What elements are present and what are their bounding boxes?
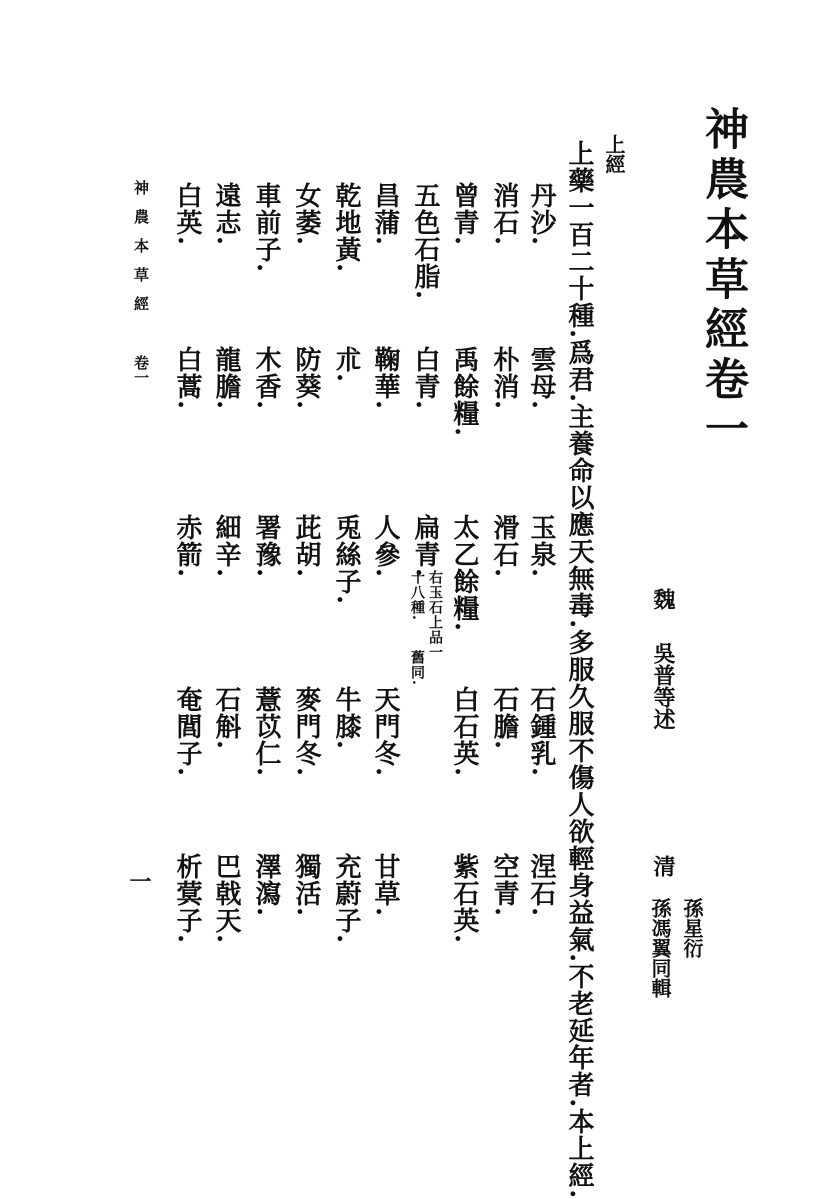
section-heading: 上經 (602, 134, 626, 174)
herb-entry: 紫石英. (449, 853, 479, 945)
herb-entry: 太乙餘糧. (449, 514, 479, 633)
herb-entry: 石鍾乳. (526, 686, 556, 778)
author-dynasty-wei: 魏 (650, 588, 676, 610)
preface-text: 上藥一百二十種.爲君.主養命以應天無毒.多服久服不傷人欲輕身益氣.不老延年者.本上經. (564, 140, 594, 1199)
running-head: 神農本草經 (132, 180, 150, 325)
herb-entry: 甘草. (370, 853, 400, 918)
herb-entry: 消石. (489, 182, 519, 247)
page-number: 一 (126, 870, 152, 892)
herb-entry: 丹沙. (526, 182, 556, 247)
herb-entry: 澤瀉. (251, 853, 281, 918)
herb-entry: 女萎. (291, 182, 321, 247)
editor-sun-xingyan: 孫星衍 (680, 898, 704, 958)
herb-entry: 奄閭子. (172, 686, 202, 778)
herb-entry: 充蔚子. (331, 853, 361, 945)
herb-entry: 石斛. (211, 686, 241, 751)
herb-entry: 獨活. (291, 853, 321, 918)
herb-entry: 五色石脂. (410, 182, 440, 301)
herb-entry: 遠志. (211, 182, 241, 247)
herb-entry: 兎絲子. (331, 514, 361, 606)
herb-entry: 乾地黃. (331, 182, 361, 274)
herb-entry: 涅石. (526, 853, 556, 918)
herb-entry: 天門冬. (370, 686, 400, 778)
herb-entry: 白蒿. (172, 346, 202, 411)
herb-entry: 龍膽. (211, 346, 241, 411)
herb-entry: 滑石. (489, 514, 519, 579)
herb-entry: 人參. (370, 514, 400, 579)
herb-entry: 玉泉. (526, 514, 556, 579)
author-name-wu-pu: 吳普等述 (650, 642, 676, 730)
herb-entry: 析蓂子. (172, 853, 202, 945)
herb-entry: 茈胡. (291, 514, 321, 579)
herb-entry: 雲母. (526, 346, 556, 411)
note-right: 右玉石上品一 (427, 570, 443, 660)
herb-entry: 薏苡仁. (251, 686, 281, 778)
herb-entry: 鞠華. (370, 346, 400, 411)
herb-entry: 細辛. (211, 514, 241, 579)
volume-label: 卷一 (132, 355, 150, 385)
note-left-part2: 舊同. (409, 650, 425, 686)
herb-entry: 曾青. (449, 182, 479, 247)
herb-entry: 白青. (410, 346, 440, 411)
herb-entry: 朮. (331, 346, 361, 384)
herb-entry: 麥門冬. (291, 686, 321, 778)
editor-sun-fengyi: 孫馮翼同輯 (648, 898, 672, 998)
herb-entry: 巴戟天. (211, 853, 241, 945)
herb-entry: 昌蒲. (370, 182, 400, 247)
herb-entry: 赤箭. (172, 514, 202, 579)
herb-entry: 牛膝. (331, 686, 361, 751)
herb-entry: 扁青. (410, 514, 440, 579)
herb-entry: 白石英. (449, 686, 479, 778)
herb-entry: 禹餘糧. (449, 346, 479, 438)
herb-entry: 木香. (251, 346, 281, 411)
herb-entry: 朴消. (489, 346, 519, 411)
herb-entry: 白英. (172, 182, 202, 247)
herb-entry: 防葵. (291, 346, 321, 411)
book-title: 神農本草經卷一 (697, 106, 748, 456)
note-left-part1: 十八種. (409, 570, 425, 621)
herb-entry: 空青. (489, 853, 519, 918)
herb-entry: 石膽. (489, 686, 519, 751)
herb-entry: 車前子. (251, 182, 281, 274)
herb-entry: 署豫. (251, 514, 281, 579)
author-dynasty-qing: 清 (650, 855, 676, 877)
